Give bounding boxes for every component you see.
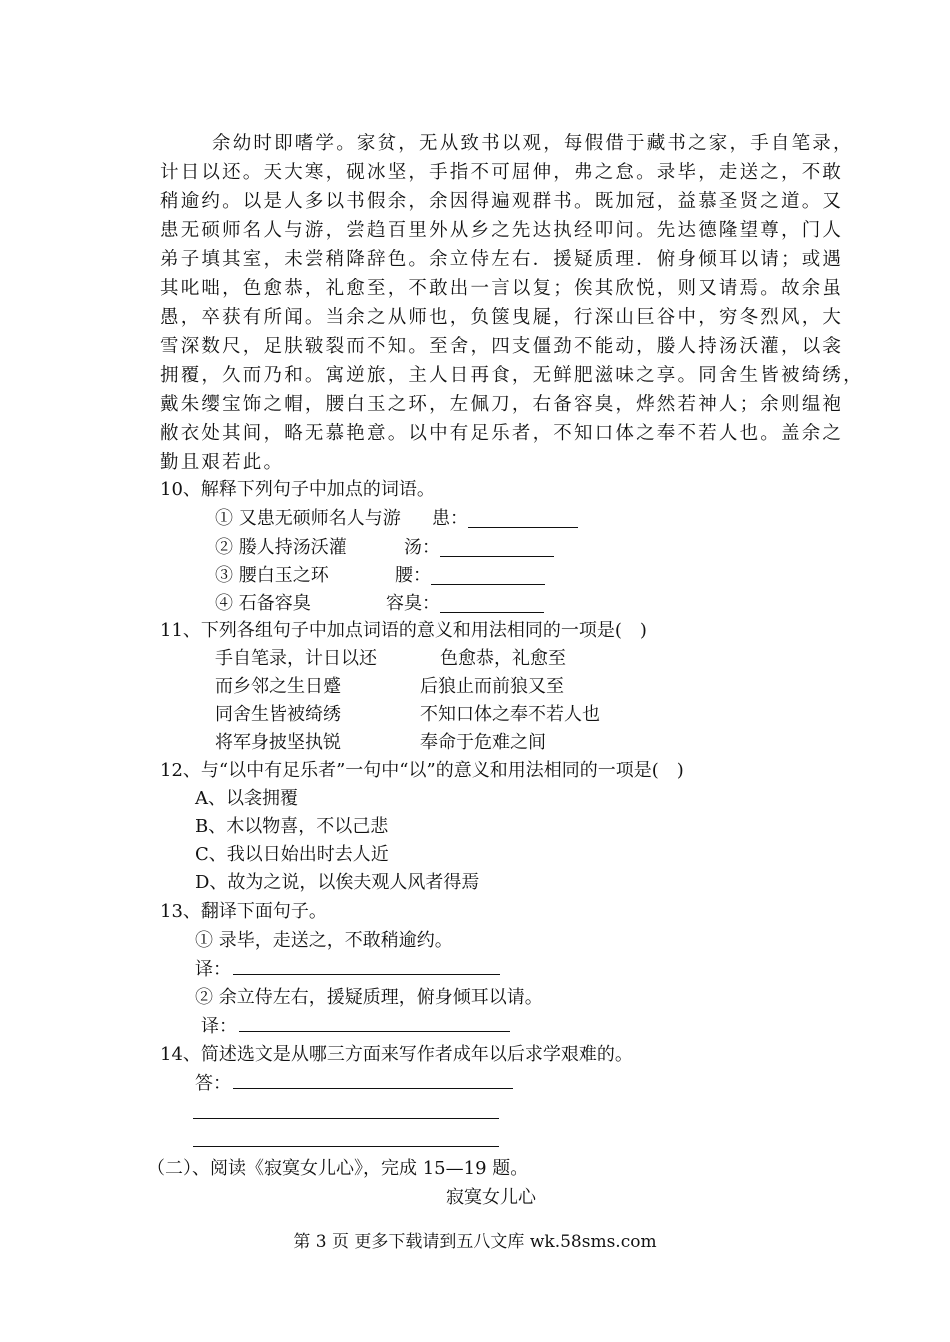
- q11-left: 手自笔录，计日以还: [215, 648, 377, 669]
- q11-left: 将军身披坚执锐: [215, 732, 341, 753]
- passage-line: 计日以还。天大寒，砚冰坚，手指不可屈伸，弗之怠。录毕，走送之，不敢: [160, 162, 844, 183]
- q14-answer-label: 答：: [195, 1073, 231, 1094]
- q11-left: 同舍生皆被绮绣: [215, 704, 341, 725]
- q12-option-d: D、故为之说，以俟夫观人风者得焉: [195, 872, 480, 893]
- passage-line: 患无硕师名人与游，尝趋百里外从乡之先达执经叩问。先达德隆望尊，门人: [160, 220, 844, 241]
- q12-option-c: C、我以日始出时去人近: [195, 844, 389, 865]
- answer-blank[interactable]: [468, 509, 578, 528]
- q12-option-b: B、木以物喜，不以己悲: [195, 816, 389, 837]
- answer-line[interactable]: [233, 974, 500, 975]
- answer-line[interactable]: [233, 1088, 513, 1089]
- q10-item-word: 腰：: [395, 564, 545, 588]
- passage-line: 愚，卒获有所闻。当余之从师也，负箧曳屣，行深山巨谷中，穷冬烈风，大: [160, 307, 844, 328]
- question-14-stem: 14、简述选文是从哪三方面来写作者成年以后求学艰难的。: [160, 1044, 633, 1065]
- passage-line: 戴朱缨宝饰之帽，腰白玉之环，左佩刀，右备容臭，烨然若神人；余则缊袍: [160, 394, 844, 415]
- q10-item-word: 容臭：: [386, 592, 544, 616]
- q10-item-sentence: ④ 石备容臭: [215, 593, 311, 614]
- section-2-title: 寂寞女儿心: [446, 1187, 536, 1208]
- q10-item-sentence: ① 又患无硕师名人与游: [215, 508, 401, 529]
- q10-item-word: 患：: [432, 507, 578, 531]
- page-footer: 第 3 页 更多下载请到五八文库 wk.58sms.com: [293, 1232, 657, 1252]
- passage-line: 拥覆，久而乃和。寓逆旅，主人日再食，无鲜肥滋味之享。同舍生皆被绮绣，: [160, 365, 864, 386]
- passage-line: 弟子填其室，未尝稍降辞色。余立侍左右．援疑质理．俯身倾耳以请；或遇: [160, 249, 844, 270]
- q11-right: 不知口体之奉不若人也: [420, 704, 600, 725]
- q13-sentence-1: ① 录毕，走送之，不敢稍逾约。: [195, 930, 453, 951]
- question-11-stem: 11、下列各组句子中加点词语的意义和用法相同的一项是( ): [160, 620, 647, 641]
- question-13-stem: 13、翻译下面句子。: [160, 901, 327, 922]
- answer-line[interactable]: [193, 1146, 499, 1147]
- q12-option-a: A、以衾拥覆: [195, 788, 298, 809]
- passage-line: 其叱咄，色愈恭，礼愈至，不敢出一言以复；俟其欣悦，则又请焉。故余虽: [160, 278, 844, 299]
- q13-translate-label: 译：: [195, 959, 231, 980]
- section-2-heading: （二）、阅读《寂寞女儿心》，完成 15—19 题。: [147, 1158, 529, 1179]
- question-10-stem: 10、解释下列句子中加点的词语。: [160, 479, 435, 500]
- q11-right: 色愈恭，礼愈至: [440, 648, 566, 669]
- answer-blank[interactable]: [440, 538, 554, 557]
- passage-line: 雪深数尺，足肤皲裂而不知。至舍，四支僵劲不能动，媵人持汤沃灌，以衾: [160, 336, 844, 357]
- answer-blank[interactable]: [440, 594, 544, 613]
- passage-line: 稍逾约。以是人多以书假余，余因得遍观群书。既加冠，益慕圣贤之道。又: [160, 191, 844, 212]
- q11-left: 而乡邻之生日蹙: [215, 676, 341, 697]
- passage-line: 余幼时即嗜学。家贫，无从致书以观，每假借于藏书之家，手自笔录，: [212, 133, 854, 154]
- answer-line[interactable]: [239, 1031, 510, 1032]
- passage-line: 勤且艰若此。: [160, 452, 285, 473]
- q13-translate-label: 译：: [201, 1016, 237, 1037]
- q11-right: 奉命于危难之间: [420, 732, 546, 753]
- q10-item-sentence: ② 媵人持汤沃灌: [215, 537, 347, 558]
- q10-item-sentence: ③ 腰白玉之环: [215, 565, 329, 586]
- q13-sentence-2: ② 余立侍左右，援疑质理，俯身倾耳以请。: [195, 987, 543, 1008]
- answer-blank[interactable]: [431, 566, 545, 585]
- passage-line: 敝衣处其间，略无慕艳意。以中有足乐者，不知口体之奉不若人也。盖余之: [160, 423, 844, 444]
- answer-line[interactable]: [193, 1118, 499, 1119]
- q11-right: 后狼止而前狼又至: [420, 676, 564, 697]
- question-12-stem: 12、与“以中有足乐者”一句中“以”的意义和用法相同的一项是( ): [160, 760, 684, 781]
- q10-item-word: 汤：: [404, 536, 554, 560]
